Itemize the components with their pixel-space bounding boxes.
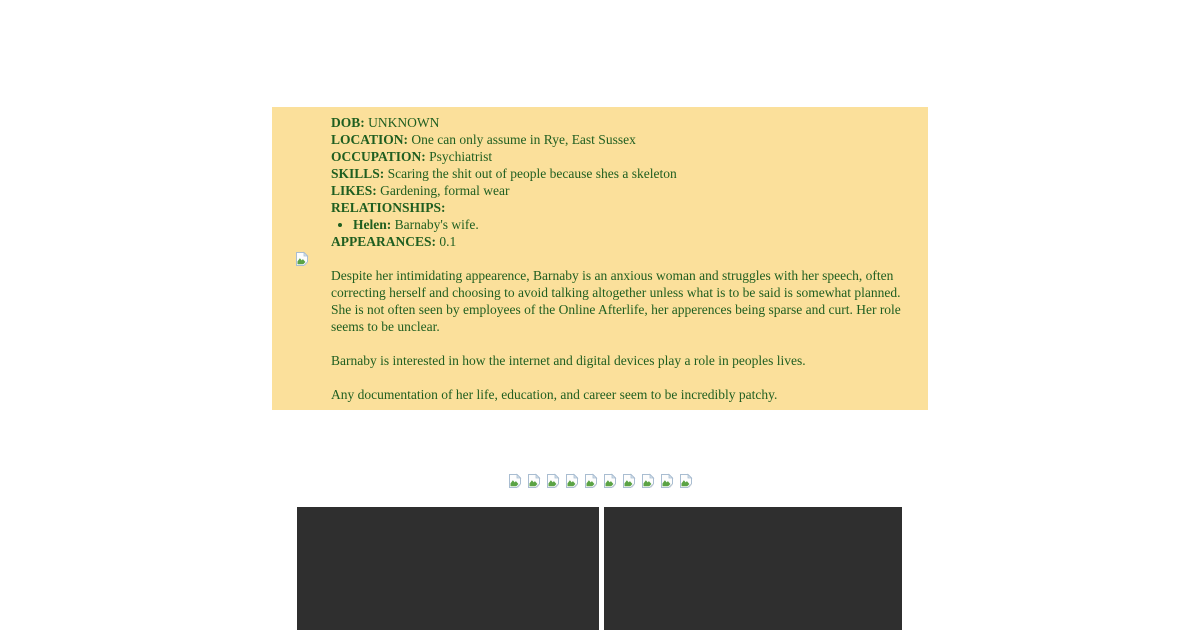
thumbnail-broken-image-icon	[507, 473, 523, 489]
thumbnail-broken-image-icon	[583, 473, 599, 489]
portrait-broken-image-icon	[294, 250, 310, 268]
thumbnail-broken-image-icon	[621, 473, 637, 489]
thumbnail-broken-image-icon	[545, 473, 561, 489]
profile-field-likes	[331, 182, 923, 199]
profile-field-appearances	[331, 233, 923, 250]
thumbnail-broken-image-icon	[640, 473, 656, 489]
field-label: DOB:	[331, 115, 365, 130]
video-embed[interactable]	[604, 507, 902, 630]
field-label: SKILLS:	[331, 166, 385, 181]
portrait-slot	[294, 250, 310, 268]
thumbnail-broken-image-icon	[659, 473, 675, 489]
video-embed[interactable]	[297, 507, 599, 630]
field-value: Psychiatrist	[429, 149, 493, 164]
field-value: Scaring the shit out of people because shes a skeleton	[387, 166, 677, 181]
profile-field-location	[331, 131, 923, 148]
relationship-name: Helen:	[353, 217, 392, 232]
profile-field-occupation	[331, 148, 923, 165]
thumbnail-broken-image-icon	[678, 473, 694, 489]
profile-field-dob	[331, 114, 923, 131]
field-label: LOCATION:	[331, 132, 409, 147]
field-label: APPEARANCES:	[331, 234, 437, 249]
bio-paragraph: Any documentation of her life, education, and career seem to be incredibly patchy.	[331, 387, 778, 402]
profile-card	[272, 107, 928, 410]
thumbnail-broken-image-icon	[602, 473, 618, 489]
bio-paragraph: Despite her intimidating appearence, Barnaby is an anxious woman and struggles with her speech, often correcting herself and choosing to avoid talking altogether unless what is to be said is somewhat planned. She is not often seen by employees of the Online Afterlife, her apperences being sparse and curt. Her role seems to be unclear.	[331, 268, 901, 334]
video-row	[297, 507, 902, 630]
profile-field-skills	[331, 165, 923, 182]
profile-field-relationships	[331, 199, 923, 216]
field-label: OCCUPATION:	[331, 149, 426, 164]
thumbnail-broken-image-icon	[564, 473, 580, 489]
field-value: 0.1	[439, 234, 457, 249]
bio-paragraph: Barnaby is interested in how the internet and digital devices play a role in peoples lives.	[331, 353, 806, 368]
field-value: One can only assume in Rye, East Sussex	[411, 132, 636, 147]
profile-text	[331, 114, 923, 403]
thumbnail-row	[0, 473, 1200, 489]
thumbnail-broken-image-icon	[526, 473, 542, 489]
relationships-list	[331, 216, 923, 233]
field-label: LIKES:	[331, 183, 377, 198]
relationship-item	[353, 216, 923, 233]
field-value: UNKNOWN	[368, 115, 440, 130]
field-value: Gardening, formal wear	[380, 183, 510, 198]
field-label: RELATIONSHIPS:	[331, 200, 446, 215]
relationship-description: Barnaby's wife.	[394, 217, 479, 232]
